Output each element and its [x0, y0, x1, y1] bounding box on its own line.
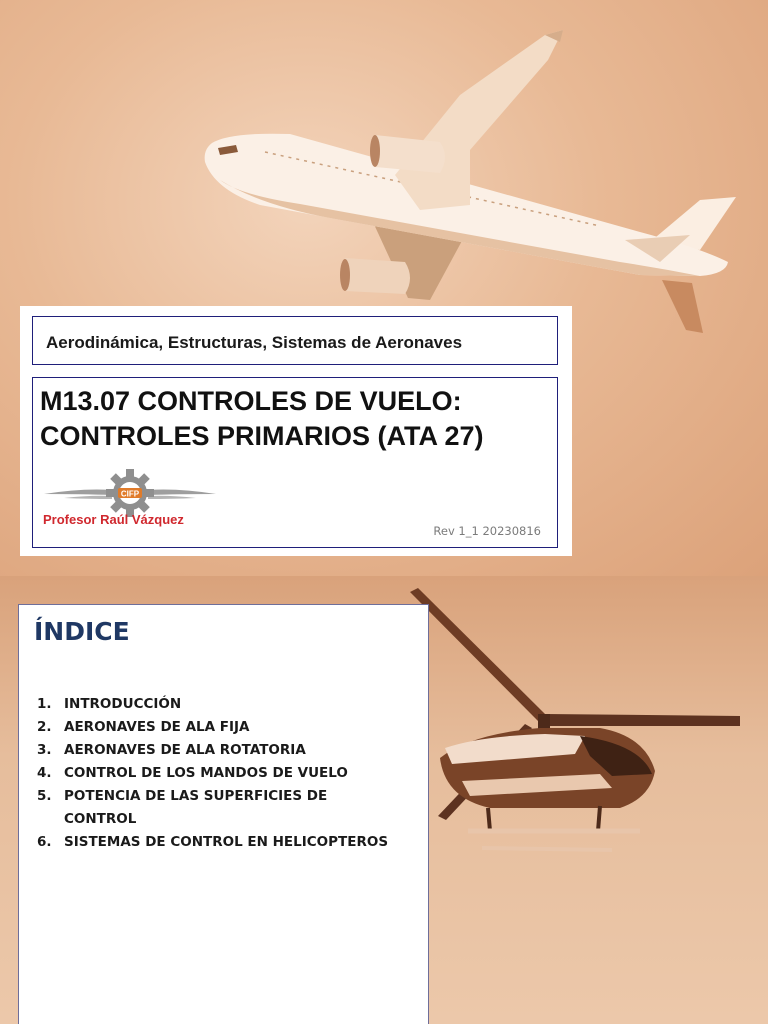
- list-item-number: 1.: [37, 696, 52, 712]
- list-item-number: 4.: [37, 765, 52, 781]
- professor-name: Profesor Raúl Vázquez: [43, 512, 184, 527]
- list-item-text: AERONAVES DE ALA FIJA: [64, 719, 250, 735]
- list-item-text: AERONAVES DE ALA ROTATORIA: [64, 742, 306, 758]
- index-panel: [18, 604, 429, 1024]
- index-slide: [0, 576, 768, 1024]
- module-box: [32, 377, 558, 548]
- list-item-number: 6.: [37, 834, 52, 850]
- index-list: [37, 693, 417, 854]
- list-item-text: SISTEMAS DE CONTROL EN HELICOPTEROS: [64, 834, 389, 850]
- list-item: [37, 831, 417, 854]
- logo-text: CIFP: [120, 489, 140, 499]
- revision-label: Rev 1_1 20230816: [433, 524, 541, 538]
- list-item: [37, 785, 417, 831]
- list-item-text: INTRODUCCIÓN: [64, 696, 182, 712]
- list-item-number: 2.: [37, 719, 52, 735]
- list-item: [37, 693, 417, 716]
- subject-box: [32, 316, 558, 365]
- module-title-line2: CONTROLES PRIMARIOS (ATA 27): [40, 421, 484, 451]
- module-title-line1: M13.07 CONTROLES DE VUELO:: [40, 386, 462, 416]
- list-item: [37, 739, 417, 762]
- title-card: [20, 306, 572, 556]
- list-item: [37, 716, 417, 739]
- list-item-text: CONTROL DE LOS MANDOS DE VUELO: [64, 765, 348, 781]
- subject-title: Aerodinámica, Estructuras, Sistemas de Aeronaves: [46, 333, 463, 352]
- module-title: [40, 384, 484, 454]
- list-item-number: 5.: [37, 788, 52, 804]
- index-title: ÍNDICE: [34, 617, 130, 646]
- list-item-text: POTENCIA DE LAS SUPERFICIES DE CONTROL: [64, 788, 328, 827]
- list-item: [37, 762, 417, 785]
- list-item-number: 3.: [37, 742, 52, 758]
